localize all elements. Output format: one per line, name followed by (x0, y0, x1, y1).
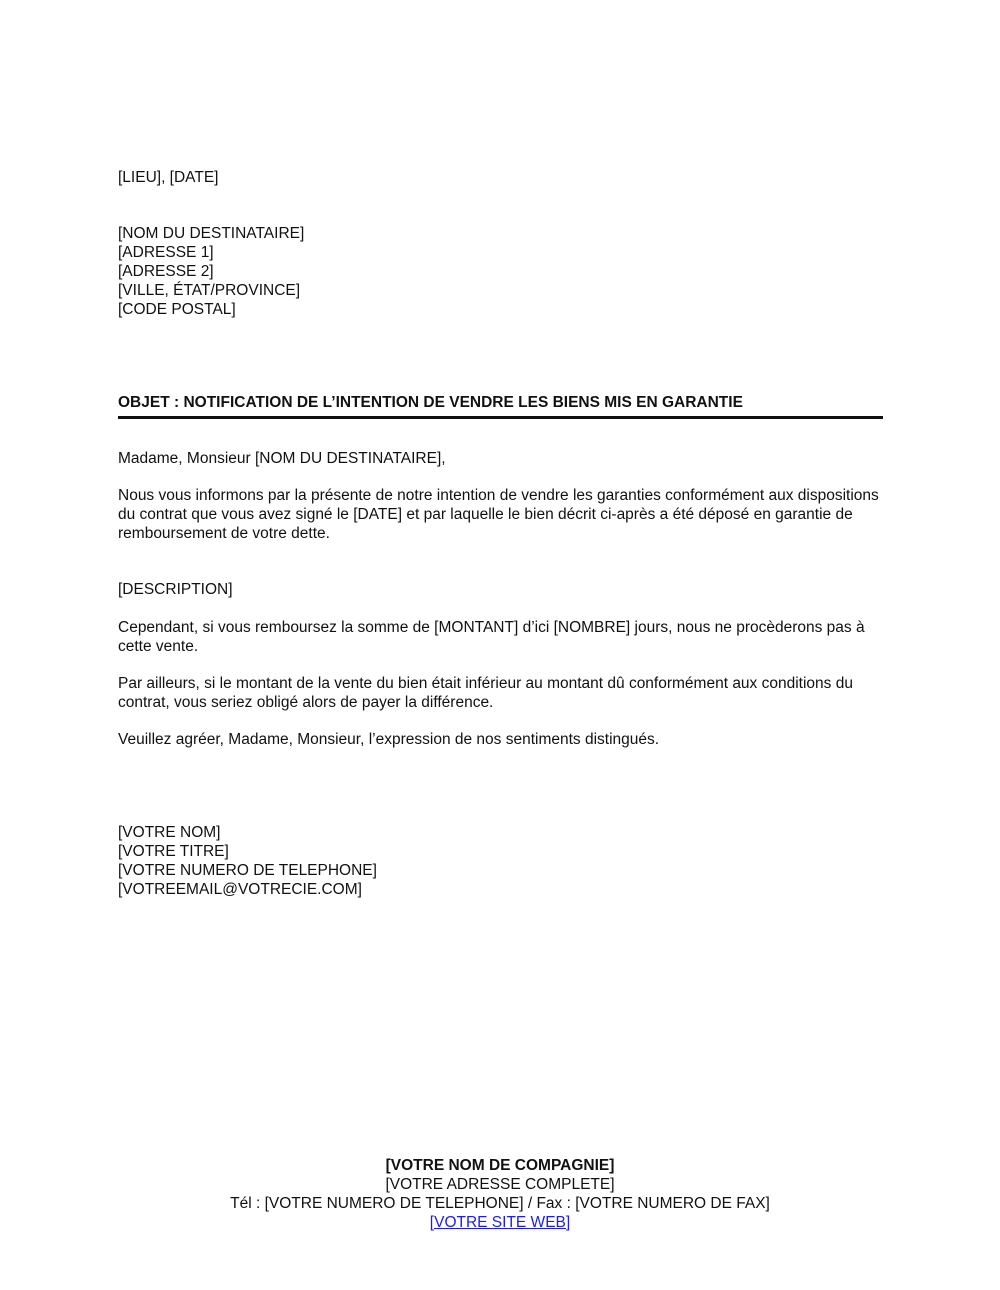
signature-email: [VOTREEMAIL@VOTRECIE.COM] (118, 881, 362, 898)
salutation-block (118, 449, 883, 468)
body-paragraph-1-block (118, 486, 883, 543)
recipient-address-1: [ADRESSE 1] (118, 244, 214, 261)
recipient-address-2: [ADRESSE 2] (118, 263, 214, 280)
subject-line: OBJET : NOTIFICATION DE L’INTENTION DE VENDRE LES BIENS MIS EN GARANTIE (118, 394, 743, 411)
place-date-block (118, 168, 883, 187)
signature-name: [VOTRE NOM] (118, 824, 221, 841)
footer-company-name: [VOTRE NOM DE COMPAGNIE] (385, 1157, 615, 1174)
closing-formula: Veuillez agréer, Madame, Monsieur, l’expression de nos sentiments distingués. (118, 731, 660, 748)
subject-divider (118, 416, 883, 419)
footer-website-link[interactable]: [VOTRE SITE WEB] (429, 1214, 571, 1231)
recipient-city-state: [VILLE, ÉTAT/PROVINCE] (118, 282, 301, 299)
recipient-postal-code: [CODE POSTAL] (118, 301, 236, 318)
recipient-name: [NOM DU DESTINATAIRE] (118, 225, 305, 242)
description-block (118, 580, 883, 599)
body-paragraph-2-block (118, 618, 883, 656)
description-placeholder: [DESCRIPTION] (118, 581, 233, 598)
signature-block (118, 823, 883, 899)
signature-phone: [VOTRE NUMERO DE TELEPHONE] (118, 862, 377, 879)
body-paragraph-2: Cependant, si vous remboursez la somme de [MONTANT] d’ici [NOMBRE] jours, nous ne procèderons pas à cette vente. (118, 619, 865, 655)
recipient-address-block (118, 224, 883, 319)
footer-contact: Tél : [VOTRE NUMERO DE TELEPHONE] / Fax : [VOTRE NUMERO DE FAX] (230, 1195, 770, 1212)
place-date: [LIEU], [DATE] (118, 169, 219, 186)
closing-block (118, 730, 883, 749)
signature-title: [VOTRE TITRE] (118, 843, 229, 860)
salutation: Madame, Monsieur [NOM DU DESTINATAIRE], (118, 450, 446, 467)
footer-address: [VOTRE ADRESSE COMPLETE] (385, 1176, 615, 1193)
company-footer (0, 1156, 1000, 1232)
body-paragraph-3: Par ailleurs, si le montant de la vente du bien était inférieur au montant dû conformément aux conditions du contrat, vous seriez obligé alors de payer la différence. (118, 675, 853, 711)
body-paragraph-3-block (118, 674, 883, 712)
body-paragraph-1: Nous vous informons par la présente de notre intention de vendre les garanties conformément aux dispositions du contrat que vous avez signé le [DATE] et par laquelle le bien décrit ci-après a été déposé en garantie de remboursement de votre dette. (118, 487, 879, 542)
